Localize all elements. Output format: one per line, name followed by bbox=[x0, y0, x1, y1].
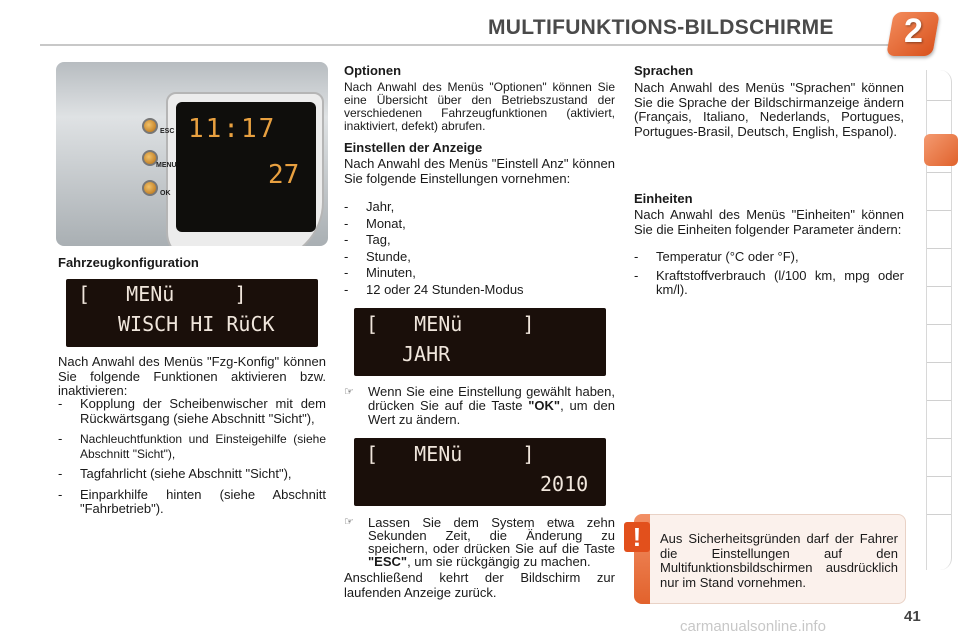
lcd-line2: JAHR bbox=[402, 342, 451, 366]
list-item: - Jahr, bbox=[344, 199, 395, 214]
esc-label: ESC bbox=[160, 128, 175, 135]
lcd-line1: [ MENü ] bbox=[366, 312, 535, 336]
side-tab bbox=[927, 400, 951, 401]
side-tab bbox=[927, 172, 951, 173]
display-time: 11:17 bbox=[188, 114, 277, 144]
instrument-panel-photo bbox=[56, 62, 328, 246]
closing-text: Anschließend kehrt der Bildschirm zur laufenden Anzeige zurück. bbox=[344, 570, 615, 600]
section-heading-einheiten: Einheiten bbox=[634, 191, 693, 206]
section-heading-fahrzeugkonfiguration: Fahrzeugkonfiguration bbox=[58, 255, 199, 270]
side-tab bbox=[927, 476, 951, 477]
anzeige-text: Nach Anwahl des Menüs "Einstell Anz" können Sie folgende Einstellungen vornehmen: bbox=[344, 156, 615, 186]
list-item: - Temperatur (°C oder °F), bbox=[634, 249, 799, 264]
lcd-line2: 2010 bbox=[540, 472, 589, 496]
list-item: - Tagfahrlicht (siehe Abschnitt "Sicht"), bbox=[58, 466, 292, 481]
exclamation-icon: ! bbox=[624, 522, 650, 552]
page-number: 41 bbox=[904, 608, 921, 625]
list-item: - Kopplung der Scheibenwischer mit dem Rückwärtsgang (siehe Abschnitt "Sicht"), bbox=[58, 396, 326, 426]
section-heading-einstellen-anzeige: Einstellen der Anzeige bbox=[344, 140, 483, 155]
anzeige-list bbox=[344, 199, 615, 298]
optionen-text: Nach Anwahl des Menüs "Optionen" können Sie eine Übersicht über den Betriebszustand der verschiedenen Fahrzeugfunktionen (aktiviert, inaktiviert, defekt) abrufen. bbox=[344, 80, 615, 133]
list-item: - Nachleuchtfunktion und Einsteigehilfe (siehe Abschnitt "Sicht"), bbox=[58, 431, 326, 461]
page-title: MULTIFUNKTIONS-BILDSCHIRME bbox=[488, 16, 834, 39]
list-item: - Kraftstoffverbrauch (l/100 km, mpg oder km/l). bbox=[634, 267, 904, 297]
ok-knob bbox=[142, 180, 158, 196]
list-item: - Tag, bbox=[344, 232, 391, 247]
list-item: - 12 oder 24 Stunden-Modus bbox=[344, 281, 524, 297]
list-item: - Einparkhilfe hinten (siehe Abschnitt "Fahrbetrieb"). bbox=[58, 486, 326, 516]
side-tab bbox=[927, 362, 951, 363]
lcd-line1: [ MENü ] bbox=[78, 282, 247, 306]
side-tab bbox=[927, 324, 951, 325]
fzg-konfig-intro: Nach Anwahl des Menüs "Fzg-Konfig" können Sie folgende Funktionen aktivieren bzw. inaktivieren: bbox=[58, 354, 326, 398]
side-tab-active bbox=[924, 134, 958, 166]
esc-knob bbox=[142, 118, 158, 134]
display-temperature: 27 bbox=[268, 160, 300, 190]
section-heading-optionen: Optionen bbox=[344, 63, 402, 78]
pointing-hand-icon: ☞ bbox=[344, 386, 354, 398]
list-item: - Stunde, bbox=[344, 248, 411, 264]
list-item: - Minuten, bbox=[344, 265, 416, 280]
watermark: carmanualsonline.info bbox=[680, 618, 826, 635]
side-tab bbox=[927, 248, 951, 249]
note-esc: ☞ Lassen Sie dem System etwa zehn Sekunden Zeit, die Änderung zu speichern, oder drücken Sie auf die Taste "ESC", um sie rückgängig zu machen. bbox=[344, 515, 615, 569]
einheiten-list bbox=[634, 249, 904, 298]
chapter-number: 2 bbox=[904, 12, 923, 50]
side-tab bbox=[927, 438, 951, 439]
side-tab bbox=[927, 514, 951, 515]
safety-warning-text: Aus Sicherheitsgründen darf der Fahrer die Einstellungen auf den Multifunktionsbildschirmen ausdrücklich nur im Stand vornehmen. bbox=[660, 531, 898, 590]
fzg-konfig-list bbox=[58, 397, 326, 517]
einheiten-text: Nach Anwahl des Menüs "Einheiten" können Sie die Einheiten folgender Parameter ändern: bbox=[634, 207, 904, 237]
list-item: - Monat, bbox=[344, 215, 406, 231]
ok-label: OK bbox=[160, 190, 171, 197]
note-ok: ☞ Wenn Sie eine Einstellung gewählt haben, drücken Sie auf die Taste "OK", um den Wert zu ändern. bbox=[344, 384, 615, 427]
side-tab bbox=[927, 286, 951, 287]
side-tab bbox=[927, 100, 951, 101]
section-heading-sprachen: Sprachen bbox=[634, 63, 694, 78]
lcd-line1: [ MENü ] bbox=[366, 442, 535, 466]
lcd-line2: WISCH HI RüCK bbox=[118, 312, 275, 336]
page-header bbox=[0, 0, 960, 58]
pointing-hand-icon: ☞ bbox=[344, 516, 354, 528]
menu-label: MENU bbox=[156, 162, 177, 169]
sprachen-text: Nach Anwahl des Menüs "Sprachen" können Sie die Sprache der Bildschirmanzeige ändern (Français, Italiano, Nederlands, Portugues, Portugues-Brasil, Deutsch, English, Espanol). bbox=[634, 80, 904, 139]
header-rule bbox=[40, 44, 910, 46]
side-tab bbox=[927, 210, 951, 211]
